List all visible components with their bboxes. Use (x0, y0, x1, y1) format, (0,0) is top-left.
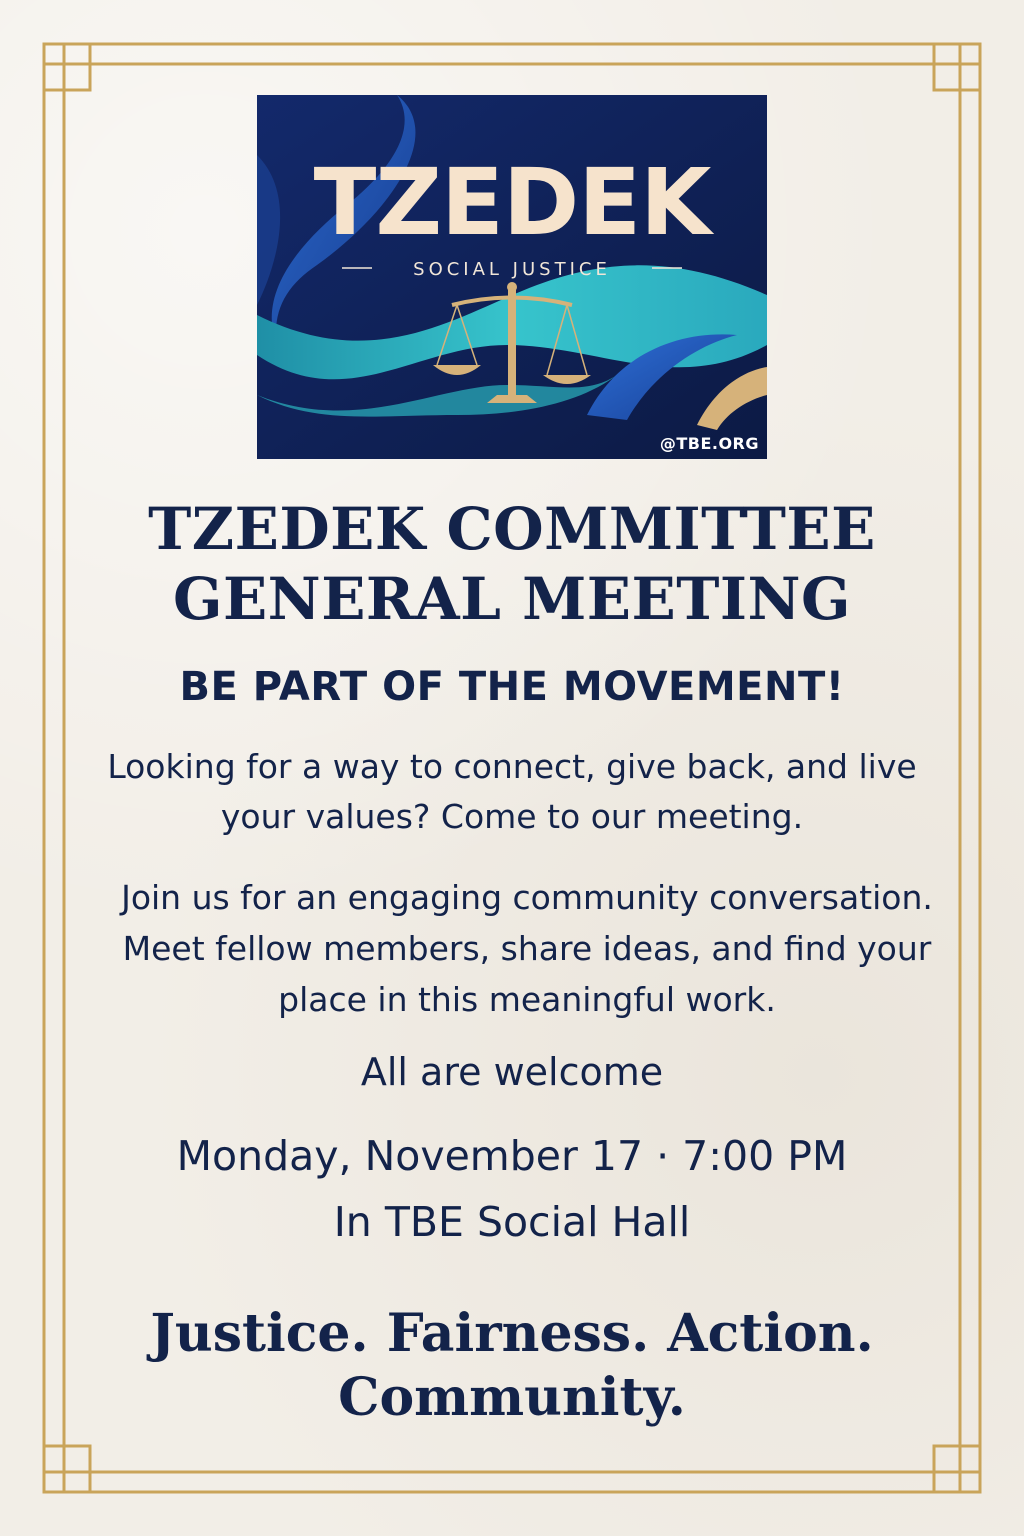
tagline: BE PART OF THE MOVEMENT! (179, 664, 845, 710)
event-location: In TBE Social Hall (333, 1198, 691, 1246)
logo-subtitle: SOCIAL JUSTICE (413, 259, 611, 280)
intro-paragraph: Looking for a way to connect, give back, and live your values? Come to our meeting. (107, 747, 917, 836)
logo-handle: @TBE.ORG (659, 434, 759, 453)
logo-title: TZEDEK (313, 149, 711, 256)
motto-line-2: Community. (338, 1367, 686, 1428)
welcome-text: All are welcome (360, 1050, 664, 1094)
tzedek-logo (257, 95, 767, 459)
motto-line-1: Justice. Fairness. Action. (150, 1303, 874, 1364)
page-title (0, 494, 1024, 634)
title-line-2: GENERAL MEETING (172, 565, 852, 633)
event-datetime: Monday, November 17 · 7:00 PM (176, 1132, 848, 1180)
motto (0, 1302, 1024, 1430)
details-paragraph: Join us for an engaging community conversation. Meet fellow members, share ideas, and find your place in this meaningful work. (121, 878, 933, 1019)
title-line-1: TZEDEK COMMITTEE (148, 495, 876, 563)
